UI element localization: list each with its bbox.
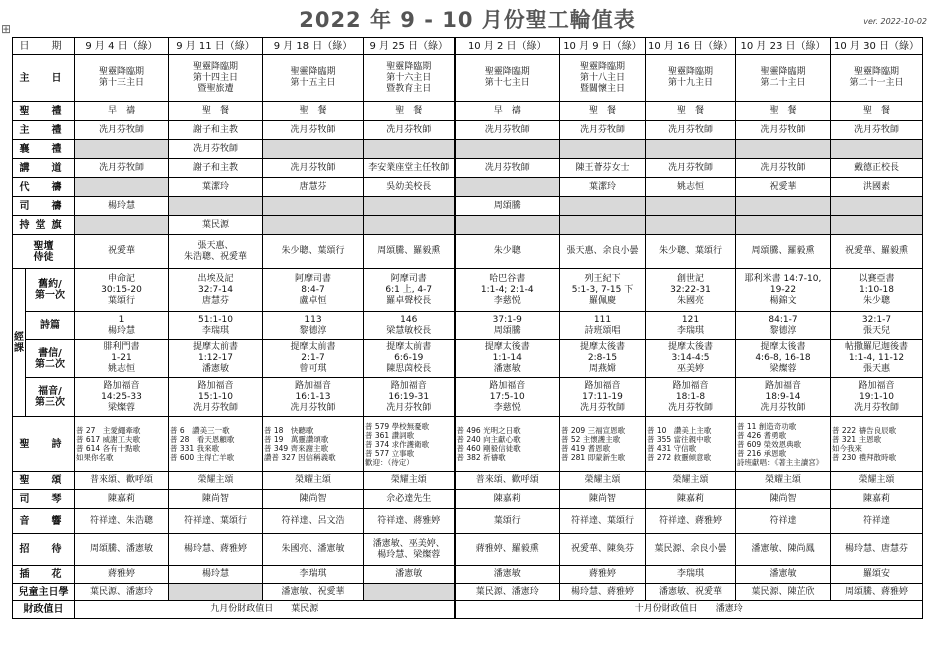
cell-preacher: 謝子和主教 bbox=[169, 159, 263, 178]
cell-usher-intro bbox=[263, 197, 364, 216]
cell-assistant bbox=[560, 140, 646, 159]
cell-sound: 符祥達、葉頌行 bbox=[560, 509, 646, 534]
cell-organ: 陳尚智 bbox=[169, 490, 263, 509]
cell-sound: 符祥達、朱浩聰 bbox=[75, 509, 169, 534]
cell-sunday-school: 潘憲敏、祝愛華 bbox=[646, 584, 736, 601]
cell-flowers: 李瑞琪 bbox=[646, 566, 736, 584]
row-label-preacher: 講 道 bbox=[13, 159, 75, 178]
cell-lord-day: 聖靈降臨期 第十九主日 bbox=[646, 55, 736, 102]
date-header: 10 月 30 日（綠） bbox=[831, 38, 923, 55]
row-altar bbox=[13, 235, 923, 269]
cell-usher-intro: 楊玲慧 bbox=[75, 197, 169, 216]
cell-assistant bbox=[831, 140, 923, 159]
cell-preacher: 李安業座堂主任牧師 bbox=[364, 159, 455, 178]
cell-hymns: 普 27 主愛繩牽歌 普 617 威謝工夫歌 普 614 各有十點歌 如果你名歌 bbox=[75, 417, 169, 472]
cell-banner bbox=[364, 216, 455, 235]
cell-doxology: 普來頌、歡呼頌 bbox=[75, 472, 169, 490]
cell-banner bbox=[736, 216, 831, 235]
row-first-reading bbox=[13, 269, 923, 312]
cell-presider: 冼月芬牧師 bbox=[364, 121, 455, 140]
cell-usher-intro bbox=[169, 197, 263, 216]
row-organ bbox=[13, 490, 923, 509]
row-label-finance: 財政值日 bbox=[13, 601, 75, 619]
row-label-altar: 聖壇 侍徒 bbox=[13, 235, 75, 269]
cell-sunday-school: 楊玲慧、蔣雅婷 bbox=[560, 584, 646, 601]
row-label-presider: 主 禮 bbox=[13, 121, 75, 140]
date-header: 9 月 4 日（綠） bbox=[75, 38, 169, 55]
cell-sound: 符祥達 bbox=[736, 509, 831, 534]
cell-sacrament: 聖 餐 bbox=[646, 102, 736, 121]
cell-organ: 佘必達先生 bbox=[364, 490, 455, 509]
cell-second-reading: 提摩太後書 3:14-4:5 巫美婷 bbox=[646, 340, 736, 378]
scripture-group-label: 經 課 bbox=[13, 269, 26, 417]
date-header: 10 月 23 日（綠） bbox=[736, 38, 831, 55]
version-label: ver. 2022-10-02 bbox=[863, 17, 927, 26]
cell-preacher: 冼月芬牧師 bbox=[75, 159, 169, 178]
cell-presider: 冼月芬牧師 bbox=[831, 121, 923, 140]
cell-doxology: 榮耀主頌 bbox=[831, 472, 923, 490]
cell-gospel: 路加福音 17:5-10 李慈悦 bbox=[455, 378, 560, 417]
cell-second-reading: 提摩太後書 1:1-14 潘憲敏 bbox=[455, 340, 560, 378]
cell-sound: 符祥達、蔣雅婷 bbox=[364, 509, 455, 534]
row-label-banner: 持堂旗 bbox=[13, 216, 75, 235]
cell-presider: 冼月芬牧師 bbox=[75, 121, 169, 140]
row-assistant bbox=[13, 140, 923, 159]
row-label-assistant: 襄 禮 bbox=[13, 140, 75, 159]
cell-usher-intro bbox=[364, 197, 455, 216]
date-header: 9 月 18 日（綠） bbox=[263, 38, 364, 55]
cell-doxology: 榮耀主頌 bbox=[364, 472, 455, 490]
cell-organ: 陳嘉莉 bbox=[831, 490, 923, 509]
cell-flowers: 潘憲敏 bbox=[736, 566, 831, 584]
row-psalm bbox=[13, 312, 923, 340]
cell-flowers: 蔣雅婷 bbox=[560, 566, 646, 584]
cell-psalm: 32:1-7 張天兒 bbox=[831, 312, 923, 340]
cell-first-reading: 列王紀下 5:1-3, 7-15 下 羅佩慶 bbox=[560, 269, 646, 312]
roster-table bbox=[12, 37, 923, 619]
row-label-doxology: 聖 頌 bbox=[13, 472, 75, 490]
cell-hymns: 普 18 快聽歌 普 19 萬靈讚頌歌 普 349 齊來謝主歌 讚普 327 因信稱義歌 bbox=[263, 417, 364, 472]
cell-presider: 謝子和主教 bbox=[169, 121, 263, 140]
cell-psalm: 121 李瑞琪 bbox=[646, 312, 736, 340]
cell-preacher: 冼月芬牧師 bbox=[736, 159, 831, 178]
row-prayer bbox=[13, 178, 923, 197]
finance-september: 九月份財政值日 葉民源 bbox=[75, 601, 455, 619]
cell-prayer: 姚志恒 bbox=[646, 178, 736, 197]
cell-lord-day: 聖靈降臨期 第十四主日 暨聖旅遭 bbox=[169, 55, 263, 102]
cell-preacher: 戴德正校長 bbox=[831, 159, 923, 178]
cell-assistant bbox=[646, 140, 736, 159]
cell-sacrament: 聖 餐 bbox=[263, 102, 364, 121]
cell-reception: 葉民源、余良小曇 bbox=[646, 534, 736, 566]
cell-gospel: 路加福音 15:1-10 冼月芬牧師 bbox=[169, 378, 263, 417]
row-banner bbox=[13, 216, 923, 235]
cell-banner bbox=[560, 216, 646, 235]
cell-altar: 朱少聰、葉頌行 bbox=[263, 235, 364, 269]
row-second-reading bbox=[13, 340, 923, 378]
cell-presider: 冼月芬牧師 bbox=[455, 121, 560, 140]
cell-sacrament: 聖 餐 bbox=[831, 102, 923, 121]
row-flowers bbox=[13, 566, 923, 584]
row-sunday-school bbox=[13, 584, 923, 601]
cell-prayer bbox=[75, 178, 169, 197]
cell-reception: 祝愛華、陳奐芬 bbox=[560, 534, 646, 566]
cell-lord-day: 聖靈降臨期 第二十一主日 bbox=[831, 55, 923, 102]
cell-prayer bbox=[455, 178, 560, 197]
row-hymns bbox=[13, 417, 923, 472]
cell-usher-intro bbox=[560, 197, 646, 216]
cell-reception: 周頌騰、潘憲敏 bbox=[75, 534, 169, 566]
cell-sacrament: 早 禱 bbox=[75, 102, 169, 121]
cell-altar: 朱少聰 bbox=[455, 235, 560, 269]
cell-flowers: 李瑞琪 bbox=[263, 566, 364, 584]
cell-usher-intro: 周頌騰 bbox=[455, 197, 560, 216]
cell-reception: 楊玲慧、蔣雅婷 bbox=[169, 534, 263, 566]
cell-doxology: 榮耀主頌 bbox=[736, 472, 831, 490]
cell-psalm: 84:1-7 黎德淳 bbox=[736, 312, 831, 340]
cell-altar: 張天惠、余良小曇 bbox=[560, 235, 646, 269]
cell-prayer: 洪國素 bbox=[831, 178, 923, 197]
cell-first-reading: 阿摩司書 6:1 上, 4-7 羅卓聲校長 bbox=[364, 269, 455, 312]
cell-sacrament: 聖 餐 bbox=[560, 102, 646, 121]
row-doxology bbox=[13, 472, 923, 490]
cell-lord-day: 聖靈降臨期 第十八主日 暨關懷主日 bbox=[560, 55, 646, 102]
row-lord-day bbox=[13, 55, 923, 102]
cell-second-reading: 提摩太前書 1:12-17 潘憲敏 bbox=[169, 340, 263, 378]
cell-sound: 符祥達、葉頌行 bbox=[169, 509, 263, 534]
cell-sound: 符祥達、呂文浩 bbox=[263, 509, 364, 534]
cell-sunday-school: 潘憲敏、祝愛華 bbox=[263, 584, 364, 601]
cell-organ: 陳尚智 bbox=[560, 490, 646, 509]
cell-sound: 葉頌行 bbox=[455, 509, 560, 534]
cell-reception: 楊玲慧、唐慧芬 bbox=[831, 534, 923, 566]
cell-sunday-school: 葉民源、陳芷欣 bbox=[736, 584, 831, 601]
cell-first-reading: 申命記 30:15-20 葉頌行 bbox=[75, 269, 169, 312]
cell-sacrament: 聖 餐 bbox=[736, 102, 831, 121]
cell-doxology: 榮耀主頌 bbox=[646, 472, 736, 490]
cell-second-reading: 提摩太後書 4:6-8, 16-18 梁燦蓉 bbox=[736, 340, 831, 378]
cell-assistant bbox=[75, 140, 169, 159]
move-handle-icon[interactable]: ⊞ bbox=[1, 22, 12, 36]
cell-altar: 朱少聰、葉頌行 bbox=[646, 235, 736, 269]
cell-hymns: 普 10 讚美上主歌 普 355 當往親中歌 普 431 守信歌 普 272 救靈傾意歌 bbox=[646, 417, 736, 472]
cell-prayer: 葉潔玲 bbox=[560, 178, 646, 197]
cell-banner bbox=[263, 216, 364, 235]
row-label-usher-intro: 司 禱 bbox=[13, 197, 75, 216]
cell-altar: 周頌騰、羅毅熏 bbox=[364, 235, 455, 269]
cell-doxology: 榮耀主頌 bbox=[263, 472, 364, 490]
row-label-organ: 司 琴 bbox=[13, 490, 75, 509]
cell-organ: 陳嘉莉 bbox=[646, 490, 736, 509]
cell-banner bbox=[831, 216, 923, 235]
row-label-lord-day: 主 日 bbox=[13, 55, 75, 102]
cell-hymns: 普 496 光明之日歌 普 240 向主獻心歌 普 460 剛毅信徒歌 普 382 祈禱歌 bbox=[455, 417, 560, 472]
cell-hymns: 普 6 讚美三一歌 普 28 看天恩顧歌 普 331 我來歌 普 600 主得亡羊歌 bbox=[169, 417, 263, 472]
cell-banner bbox=[455, 216, 560, 235]
row-sacrament bbox=[13, 102, 923, 121]
cell-flowers: 潘憲敏 bbox=[455, 566, 560, 584]
cell-prayer: 唐慧芬 bbox=[263, 178, 364, 197]
cell-gospel: 路加福音 14:25-33 梁燦蓉 bbox=[75, 378, 169, 417]
cell-flowers: 潘憲敏 bbox=[364, 566, 455, 584]
cell-banner bbox=[75, 216, 169, 235]
cell-preacher: 冼月芬牧師 bbox=[646, 159, 736, 178]
cell-assistant bbox=[455, 140, 560, 159]
cell-flowers: 蔣雅婷 bbox=[75, 566, 169, 584]
cell-lord-day: 聖靈降臨期 第十六主日 暨教育主日 bbox=[364, 55, 455, 102]
cell-sunday-school: 葉民源、潘憲玲 bbox=[455, 584, 560, 601]
row-label-sound: 音 響 bbox=[13, 509, 75, 534]
cell-reception: 潘憲敏、陳尚鳳 bbox=[736, 534, 831, 566]
row-label-flowers: 插 花 bbox=[13, 566, 75, 584]
cell-presider: 冼月芬牧師 bbox=[263, 121, 364, 140]
row-preacher bbox=[13, 159, 923, 178]
cell-lord-day: 聖靈降臨期 第十七主日 bbox=[455, 55, 560, 102]
cell-usher-intro bbox=[646, 197, 736, 216]
cell-organ: 陳尚智 bbox=[263, 490, 364, 509]
cell-sound: 符祥達、蔣雅婷 bbox=[646, 509, 736, 534]
cell-sacrament: 早 禱 bbox=[455, 102, 560, 121]
cell-usher-intro bbox=[831, 197, 923, 216]
cell-second-reading: 提摩太前書 2:1-7 曾可琪 bbox=[263, 340, 364, 378]
cell-assistant bbox=[364, 140, 455, 159]
cell-lord-day: 聖靈降臨期 第二十主日 bbox=[736, 55, 831, 102]
cell-organ: 陳嘉莉 bbox=[75, 490, 169, 509]
cell-first-reading: 哈巴谷書 1:1-4; 2:1-4 李慈悦 bbox=[455, 269, 560, 312]
row-gospel bbox=[13, 378, 923, 417]
cell-flowers: 羅頌安 bbox=[831, 566, 923, 584]
date-header-label: 日 期 bbox=[13, 38, 75, 55]
date-header: 10 月 9 日（綠） bbox=[560, 38, 646, 55]
row-label-second-reading: 書信/ 第二次 bbox=[26, 340, 75, 378]
cell-doxology: 榮耀主頌 bbox=[560, 472, 646, 490]
cell-first-reading: 阿摩司書 8:4-7 盧卓恒 bbox=[263, 269, 364, 312]
cell-sacrament: 聖 餐 bbox=[364, 102, 455, 121]
cell-gospel: 路加福音 16:19-31 冼月芬牧師 bbox=[364, 378, 455, 417]
cell-prayer: 吳幼美校長 bbox=[364, 178, 455, 197]
row-label-prayer: 代 禱 bbox=[13, 178, 75, 197]
cell-altar: 張天惠、 朱浩聰、祝愛華 bbox=[169, 235, 263, 269]
cell-sunday-school bbox=[364, 584, 455, 601]
cell-hymns: 普 579 學校無憂歌 普 361 讚詞歌 普 374 求作護衛歌 普 577 立事歌 歡迎：（待定） bbox=[364, 417, 455, 472]
cell-psalm: 113 黎德淳 bbox=[263, 312, 364, 340]
date-header: 10 月 2 日（綠） bbox=[455, 38, 560, 55]
cell-doxology: 普來頌、歡呼頌 bbox=[455, 472, 560, 490]
cell-hymns: 普 11 創造奇功歌 普 426 耆勇歌 普 609 榮效恩典歌 普 216 承恩歌 詩班獻唱：《著主主讀宮》 bbox=[736, 417, 831, 472]
cell-prayer: 葉潔玲 bbox=[169, 178, 263, 197]
cell-psalm: 37:1-9 周頌騰 bbox=[455, 312, 560, 340]
cell-gospel: 路加福音 16:1-13 冼月芬牧師 bbox=[263, 378, 364, 417]
cell-sunday-school: 葉民源、潘憲玲 bbox=[75, 584, 169, 601]
finance-october: 十月份財政值日 潘憲玲 bbox=[455, 601, 923, 619]
row-label-first-reading: 舊約/ 第一次 bbox=[26, 269, 75, 312]
cell-sunday-school: 周頌騰、蔣雅婷 bbox=[831, 584, 923, 601]
row-usher-intro bbox=[13, 197, 923, 216]
cell-prayer: 祝愛華 bbox=[736, 178, 831, 197]
row-sound bbox=[13, 509, 923, 534]
cell-reception: 朱國亮、潘憲敏 bbox=[263, 534, 364, 566]
cell-hymns: 普 222 禱告良辰歌 普 321 主恩歌 如今我來 普 230 禮拜散時歌 bbox=[831, 417, 923, 472]
cell-banner bbox=[646, 216, 736, 235]
row-label-gospel: 福音/ 第三次 bbox=[26, 378, 75, 417]
cell-reception: 潘憲敏、巫美婷、 楊玲慧、梁燦蓉 bbox=[364, 534, 455, 566]
row-label-sunday-school: 兒童主日學 bbox=[13, 584, 75, 601]
row-label-reception: 招 待 bbox=[13, 534, 75, 566]
header-row bbox=[13, 38, 923, 55]
cell-gospel: 路加福音 18:1-8 冼月芬牧師 bbox=[646, 378, 736, 417]
page-title: 2022 年 9 - 10 月份聖工輪值表 bbox=[299, 8, 636, 32]
cell-organ: 陳嘉莉 bbox=[455, 490, 560, 509]
row-presider bbox=[13, 121, 923, 140]
cell-banner: 葉民源 bbox=[169, 216, 263, 235]
cell-lord-day: 聖靈降臨期 第十五主日 bbox=[263, 55, 364, 102]
cell-sound: 符祥達 bbox=[831, 509, 923, 534]
row-reception bbox=[13, 534, 923, 566]
cell-psalm: 146 梁慧敏校長 bbox=[364, 312, 455, 340]
cell-preacher: 冼月芬牧師 bbox=[263, 159, 364, 178]
date-header: 10 月 16 日（綠） bbox=[646, 38, 736, 55]
date-header: 9 月 11 日（綠） bbox=[169, 38, 263, 55]
row-finance bbox=[13, 601, 923, 619]
cell-preacher: 陳王薈芬女士 bbox=[560, 159, 646, 178]
cell-second-reading: 提摩太前書 6:6-19 陳思茵校長 bbox=[364, 340, 455, 378]
cell-gospel: 路加福音 18:9-14 冼月芬牧師 bbox=[736, 378, 831, 417]
cell-gospel: 路加福音 19:1-10 冼月芬牧師 bbox=[831, 378, 923, 417]
cell-reception: 蔣雅婷、羅毅熏 bbox=[455, 534, 560, 566]
cell-hymns: 普 209 三福宣恩歌 普 52 主懷護主歌 普 419 耆恩歌 普 281 即蒙新生歌 bbox=[560, 417, 646, 472]
cell-presider: 冼月芬牧師 bbox=[560, 121, 646, 140]
cell-first-reading: 創世記 32:22-31 朱國亮 bbox=[646, 269, 736, 312]
cell-first-reading: 出埃及記 32:7-14 唐慧芬 bbox=[169, 269, 263, 312]
cell-preacher: 冼月芬牧師 bbox=[455, 159, 560, 178]
row-label-psalm: 詩篇 bbox=[26, 312, 75, 340]
cell-first-reading: 耶利米書 14:7-10, 19-22 楊錦文 bbox=[736, 269, 831, 312]
cell-psalm: 111 詩班頌唱 bbox=[560, 312, 646, 340]
cell-usher-intro bbox=[736, 197, 831, 216]
cell-presider: 冼月芬牧師 bbox=[736, 121, 831, 140]
cell-altar: 祝愛華 bbox=[75, 235, 169, 269]
cell-flowers: 楊玲慧 bbox=[169, 566, 263, 584]
cell-psalm: 1 楊玲慧 bbox=[75, 312, 169, 340]
cell-psalm: 51:1-10 李瑞琪 bbox=[169, 312, 263, 340]
cell-assistant: 冼月芬牧師 bbox=[169, 140, 263, 159]
date-header: 9 月 25 日（綠） bbox=[364, 38, 455, 55]
cell-presider: 冼月芬牧師 bbox=[646, 121, 736, 140]
cell-lord-day: 聖靈降臨期 第十三主日 bbox=[75, 55, 169, 102]
cell-assistant bbox=[263, 140, 364, 159]
cell-altar: 周頌騰、羅毅熏 bbox=[736, 235, 831, 269]
cell-first-reading: 以賽亞書 1:10-18 朱少聰 bbox=[831, 269, 923, 312]
cell-organ: 陳尚智 bbox=[736, 490, 831, 509]
cell-second-reading: 提摩太後書 2:8-15 周燕嫦 bbox=[560, 340, 646, 378]
cell-assistant bbox=[736, 140, 831, 159]
cell-gospel: 路加福音 17:11-19 冼月芬牧師 bbox=[560, 378, 646, 417]
row-label-hymns: 聖 詩 bbox=[13, 417, 75, 472]
cell-altar: 祝愛華、羅毅熏 bbox=[831, 235, 923, 269]
row-label-sacrament: 聖 禮 bbox=[13, 102, 75, 121]
cell-sunday-school bbox=[169, 584, 263, 601]
cell-second-reading: 腓利門書 1-21 姚志恒 bbox=[75, 340, 169, 378]
cell-sacrament: 聖 餐 bbox=[169, 102, 263, 121]
cell-second-reading: 帖撒羅尼迦後書 1:1-4, 11-12 張天惠 bbox=[831, 340, 923, 378]
cell-doxology: 榮耀主頌 bbox=[169, 472, 263, 490]
